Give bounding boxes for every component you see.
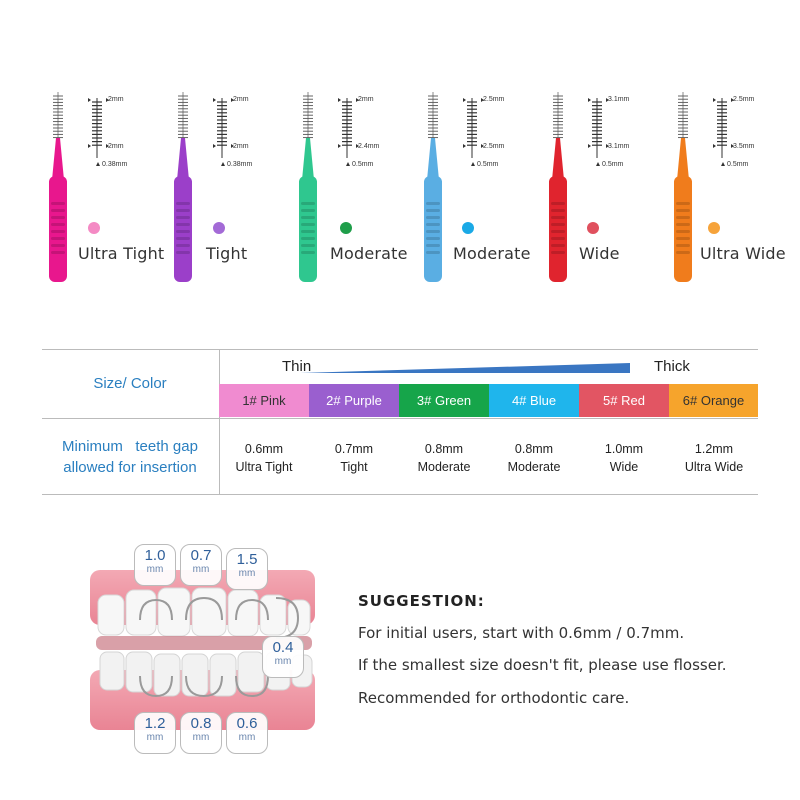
interdental-brush-icon bbox=[415, 80, 535, 300]
gap-unit: mm bbox=[192, 564, 210, 575]
gap-type: Wide bbox=[609, 460, 639, 474]
spec-middle: 2mm bbox=[108, 143, 124, 150]
gap-type: Moderate bbox=[417, 460, 471, 474]
gap-label-right bbox=[262, 636, 304, 678]
interdental-brush-icon bbox=[290, 80, 410, 300]
spec-top: 2mm bbox=[108, 96, 124, 103]
gap-size: 0.8mm bbox=[424, 442, 464, 456]
spec-bottom: 0.5mm bbox=[352, 161, 374, 168]
teeth-gap-illustration bbox=[90, 540, 330, 760]
spec-middle: 3.1mm bbox=[608, 143, 630, 150]
spec-middle: 2mm bbox=[233, 143, 249, 150]
brush-item bbox=[415, 80, 535, 300]
gap-value: 0.6 bbox=[236, 715, 258, 732]
color-cell: 3# Green bbox=[399, 384, 489, 417]
brush-type-label: Moderate bbox=[330, 244, 408, 263]
gap-value: 0.7 bbox=[190, 547, 212, 564]
spec-bottom: 0.5mm bbox=[477, 161, 499, 168]
thin-label: Thin bbox=[282, 358, 312, 375]
table-top-rule bbox=[42, 349, 758, 350]
min-gap-header-line1: Minimum teeth gap bbox=[62, 438, 198, 455]
gap-size: 0.7mm bbox=[334, 442, 374, 456]
gap-label-top-3 bbox=[226, 548, 268, 590]
color-dot bbox=[587, 222, 599, 234]
brush-item bbox=[40, 80, 160, 300]
gap-cell bbox=[309, 440, 399, 476]
brush-type-label: Wide bbox=[579, 244, 620, 263]
gap-value: 1.0 bbox=[144, 547, 166, 564]
table-middle-rule bbox=[42, 418, 758, 419]
gap-unit: mm bbox=[146, 732, 164, 743]
interdental-brush-icon bbox=[165, 80, 285, 300]
color-dot bbox=[708, 222, 720, 234]
gap-type: Ultra Tight bbox=[235, 460, 293, 474]
gap-unit: mm bbox=[192, 732, 210, 743]
min-gap-header-line2: allowed for insertion bbox=[63, 459, 197, 476]
color-cell: 2# Purple bbox=[309, 384, 399, 417]
gap-unit: mm bbox=[238, 732, 256, 743]
table-bottom-rule bbox=[42, 494, 758, 495]
spec-bottom: 0.5mm bbox=[727, 161, 749, 168]
gap-cell bbox=[399, 440, 489, 476]
interdental-brush-icon bbox=[540, 80, 660, 300]
color-dot bbox=[88, 222, 100, 234]
gap-label-top-2 bbox=[180, 544, 222, 586]
gap-size: 1.2mm bbox=[694, 442, 734, 456]
gap-unit: mm bbox=[238, 568, 256, 579]
brush-item bbox=[665, 80, 785, 300]
suggestion-line-2: If the smallest size doesn't fit, please use flosser. bbox=[358, 656, 727, 674]
gap-cell bbox=[579, 440, 669, 476]
color-cell: 1# Pink bbox=[219, 384, 309, 417]
gap-size: 1.0mm bbox=[604, 442, 644, 456]
color-cell: 6# Orange bbox=[669, 384, 758, 417]
brush-item bbox=[290, 80, 410, 300]
thickness-gradient-wedge bbox=[300, 362, 630, 376]
spec-bottom: 0.38mm bbox=[102, 161, 128, 168]
gap-unit: mm bbox=[146, 564, 164, 575]
spec-bottom: 0.38mm bbox=[227, 161, 253, 168]
spec-top: 2mm bbox=[358, 96, 374, 103]
interdental-brush-icon bbox=[665, 80, 785, 300]
brush-type-label: Ultra Wide bbox=[700, 244, 786, 263]
gap-type: Tight bbox=[340, 460, 368, 474]
brush-item bbox=[540, 80, 660, 300]
brush-type-label: Ultra Tight bbox=[78, 244, 165, 263]
gap-value: 0.8 bbox=[190, 715, 212, 732]
brush-type-label: Moderate bbox=[453, 244, 531, 263]
interdental-brush-icon bbox=[40, 80, 160, 300]
gap-type: Ultra Wide bbox=[684, 460, 744, 474]
brush-item bbox=[165, 80, 285, 300]
thick-label: Thick bbox=[654, 358, 690, 375]
spec-top: 2.5mm bbox=[483, 96, 505, 103]
spec-top: 2mm bbox=[233, 96, 249, 103]
brush-type-label: Tight bbox=[206, 244, 248, 263]
suggestion-line-3: Recommended for orthodontic care. bbox=[358, 689, 630, 707]
gap-label-bottom-1 bbox=[134, 712, 176, 754]
spec-middle: 2.5mm bbox=[483, 143, 505, 150]
gap-type: Moderate bbox=[507, 460, 561, 474]
gap-value: 1.2 bbox=[144, 715, 166, 732]
suggestion-title: SUGGESTION: bbox=[358, 592, 485, 610]
color-dot bbox=[462, 222, 474, 234]
suggestion-line-1: For initial users, start with 0.6mm / 0.7mm. bbox=[358, 624, 685, 642]
gap-value: 1.5 bbox=[236, 551, 258, 568]
color-cell: 5# Red bbox=[579, 384, 669, 417]
brush-lineup bbox=[0, 80, 800, 300]
gap-cell bbox=[219, 440, 309, 476]
size-color-header: Size/ Color bbox=[93, 375, 167, 392]
spec-top: 2.5mm bbox=[733, 96, 755, 103]
gap-cell bbox=[489, 440, 579, 476]
spec-top: 3.1mm bbox=[608, 96, 630, 103]
color-dot bbox=[213, 222, 225, 234]
gap-label-top-1 bbox=[134, 544, 176, 586]
gap-size: 0.6mm bbox=[244, 442, 284, 456]
spec-middle: 2.4mm bbox=[358, 143, 380, 150]
min-gap-header bbox=[42, 436, 218, 478]
color-dot bbox=[340, 222, 352, 234]
gap-unit: mm bbox=[274, 656, 292, 667]
gap-cell bbox=[669, 440, 759, 476]
gap-label-bottom-3 bbox=[226, 712, 268, 754]
gap-label-bottom-2 bbox=[180, 712, 222, 754]
color-cell: 4# Blue bbox=[489, 384, 579, 417]
gap-value: 0.4 bbox=[272, 639, 294, 656]
gap-size: 0.8mm bbox=[514, 442, 554, 456]
spec-middle: 3.5mm bbox=[733, 143, 755, 150]
spec-bottom: 0.5mm bbox=[602, 161, 624, 168]
